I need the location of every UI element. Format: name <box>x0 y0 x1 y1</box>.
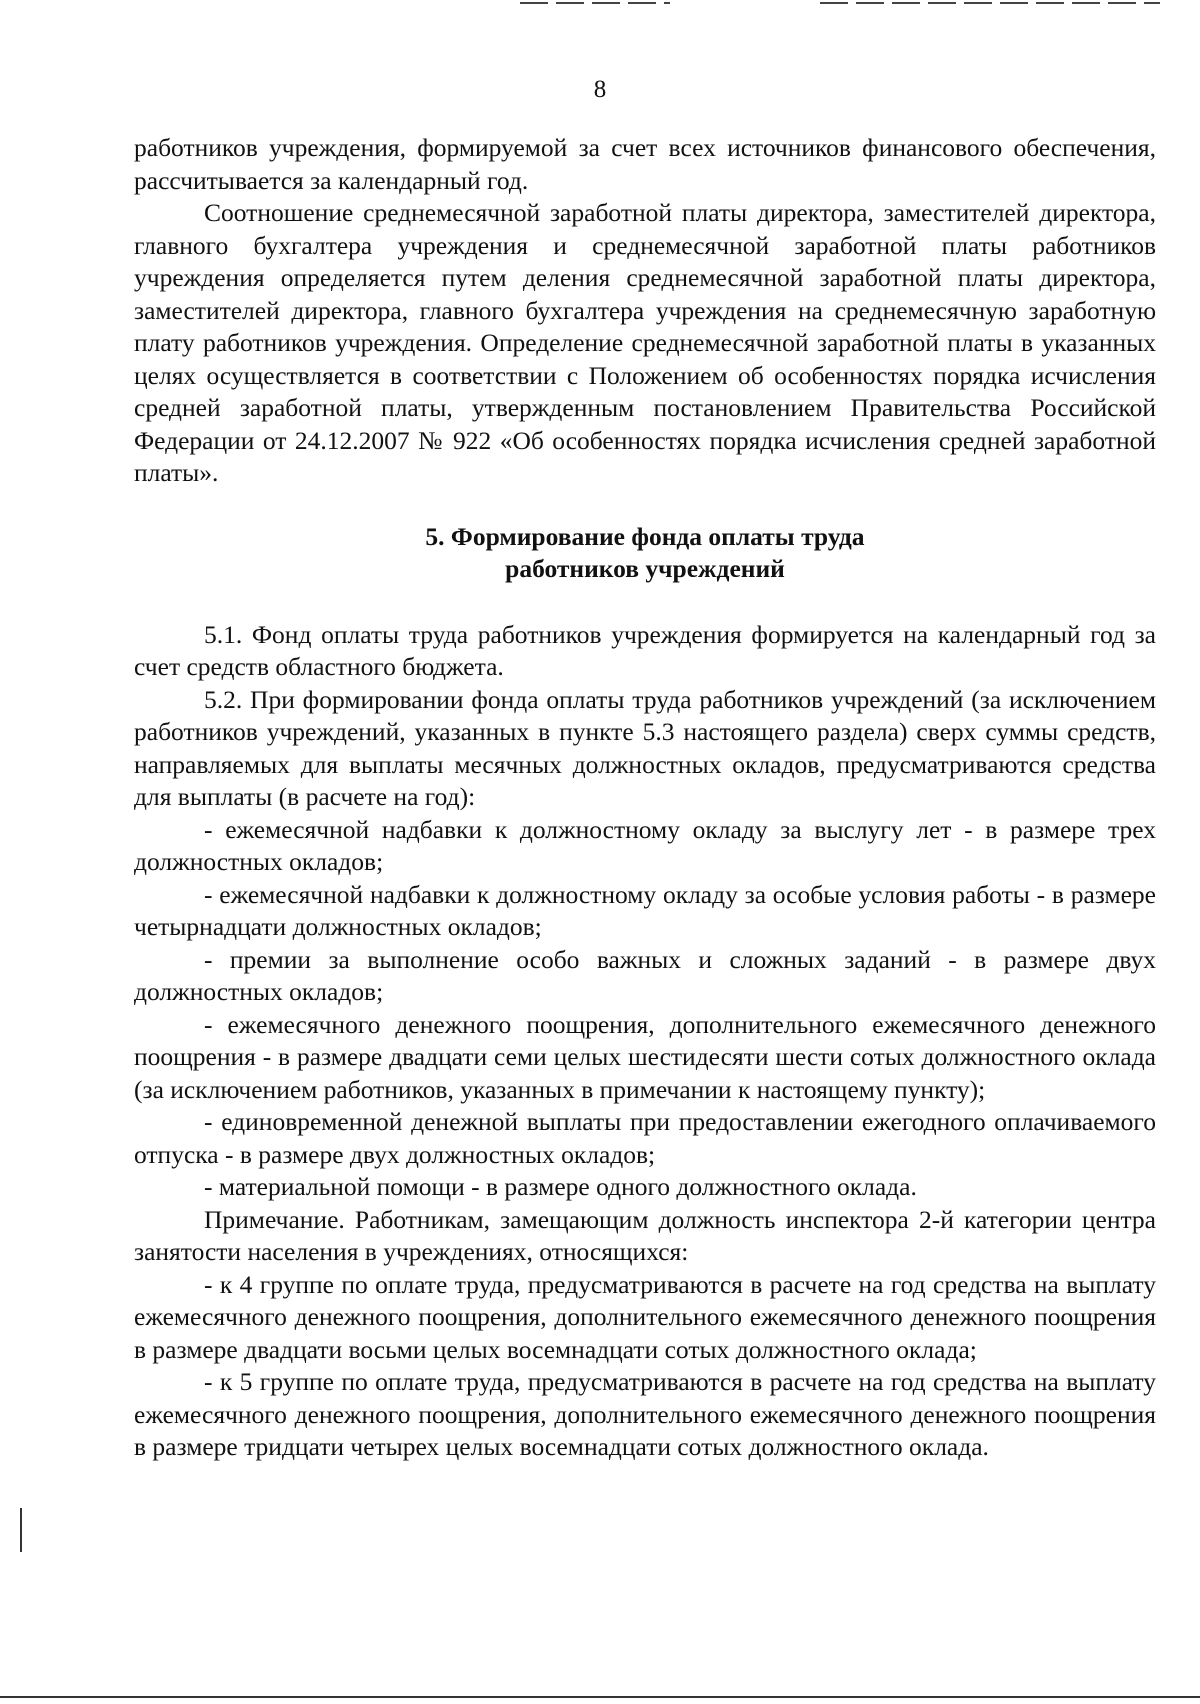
list-item: - ежемесячной надбавки к должностному окладу за особые условия работы - в размере четырнадцати должностных окладов; <box>134 879 1156 941</box>
paragraph: 5.1. Фонд оплаты труда работников учреждения формируется на календарный год за счет средств областного бюджета. <box>134 619 1156 681</box>
note-paragraph: Примечание. Работникам, замещающим должность инспектора 2-й категории центра занятости населения в учреждениях, относящихся: <box>134 1204 1156 1266</box>
page-number: 8 <box>593 76 607 103</box>
paragraph: Соотношение среднемесячной заработной платы директора, заместителей директора, главного бухгалтера учреждения и среднемесячной заработной платы работников учреждения определяется путем деления среднемесячной заработной платы директора, заместителей директора, главного бухгалтера учреждения на среднемесячную заработную плату работников учреждения. Определение среднемесячной заработной платы в указанных целях осуществляется в соответствии с Положением об особенностях порядка исчисления средней заработной платы, утвержденным постановлением Правительства Российской Федерации от 24.12.2007 № 922 «Об особенностях порядка исчисления средней заработной платы». <box>134 198 1156 487</box>
scan-artifact-left-tick <box>20 1508 22 1552</box>
section-heading-line: работников учреждений <box>505 554 785 583</box>
list-item: - к 5 группе по оплате труда, предусматриваются в расчете на год средства на выплату ежемесячного денежного поощрения, дополнительного ежемесячного денежного поощрения в размере тридцати четырех целых восемнадцати сотых должностного оклада. <box>134 1367 1156 1461</box>
list-item: - единовременной денежной выплаты при предоставлении ежегодного оплачиваемого отпуска - в размере двух должностных окладов; <box>134 1107 1156 1169</box>
paragraph: работников учреждения, формируемой за счет всех источников финансового обеспечения, рассчитывается за календарный год. <box>134 133 1156 195</box>
section-heading <box>134 521 1156 586</box>
list-item: - материальной помощи - в размере одного должностного оклада. <box>204 1172 917 1201</box>
scan-artifact-bottom <box>0 1696 1200 1698</box>
section-heading-line: 5. Формирование фонда оплаты труда <box>425 521 865 551</box>
list-item: - ежемесячной надбавки к должностному окладу за выслугу лет - в размере трех должностных окладов; <box>134 814 1156 876</box>
list-item: - к 4 группе по оплате труда, предусматриваются в расчете на год средства на выплату ежемесячного денежного поощрения, дополнительного ежемесячного денежного поощрения в размере двадцати восьми целых восемнадцати сотых должностного оклада; <box>134 1269 1156 1364</box>
document-body <box>134 132 1156 1464</box>
scan-artifact-top-right <box>820 2 1160 4</box>
list-item: - ежемесячного денежного поощрения, дополнительного ежемесячного денежного поощрения - в размере двадцати семи целых шестидесяти шести сотых должностного оклада (за исключением работников, указанных в примечании к настоящему пункту); <box>134 1009 1156 1104</box>
list-item: - премии за выполнение особо важных и сложных заданий - в размере двух должностных окладов; <box>134 944 1156 1006</box>
paragraph: 5.2. При формировании фонда оплаты труда работников учреждений (за исключением работников учреждений, указанных в пункте 5.3 настоящего раздела) сверх суммы средств, направляемых для выплаты месячных должностных окладов, предусматриваются средства для выплаты (в расчете на год): <box>134 684 1156 811</box>
scan-artifact-top-left <box>520 2 670 4</box>
